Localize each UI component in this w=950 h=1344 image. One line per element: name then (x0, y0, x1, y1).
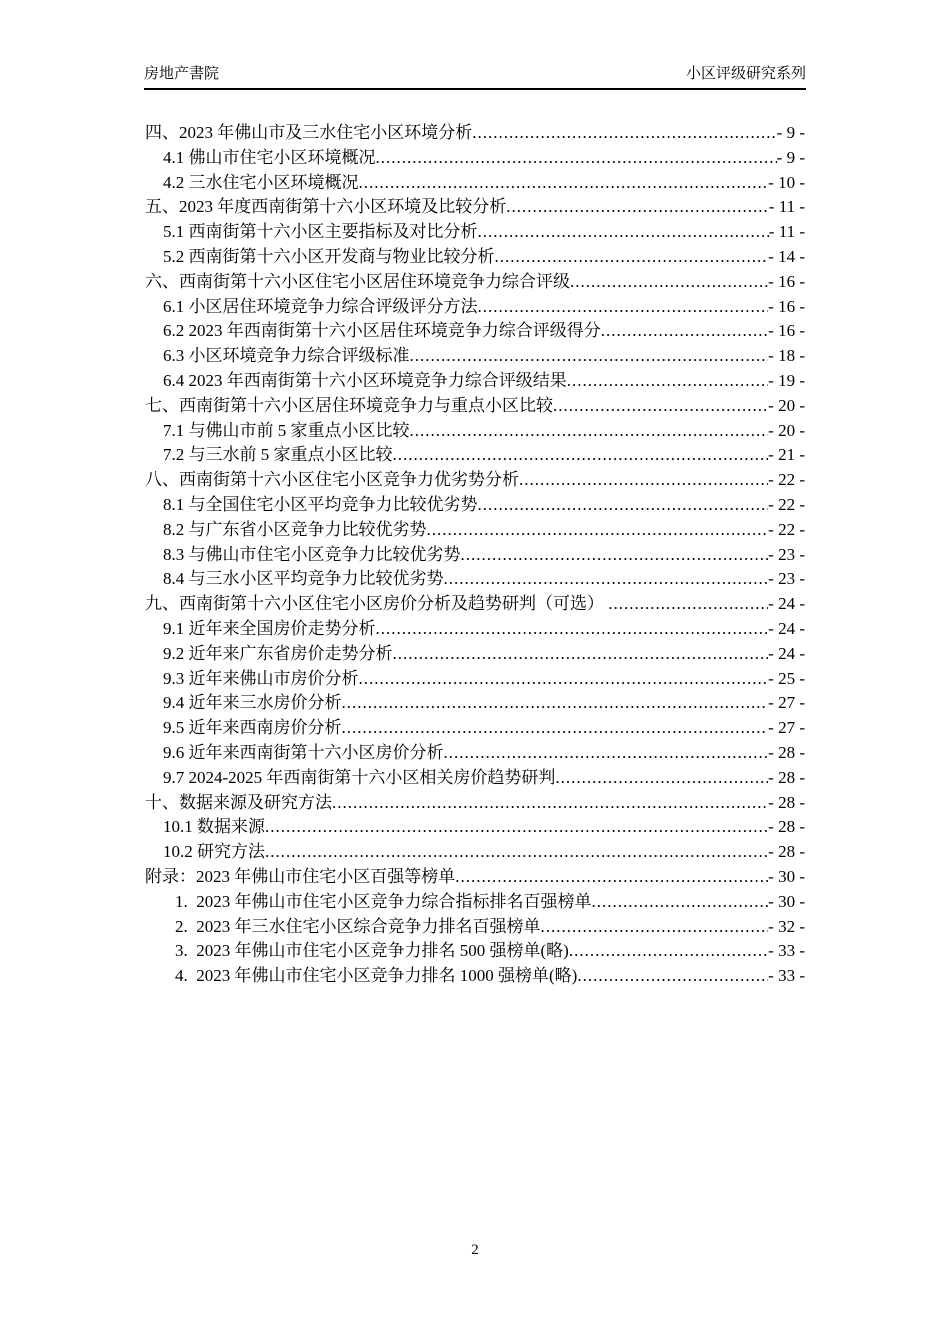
toc-entry[interactable] (145, 617, 805, 642)
toc-entry-page: - 33 - (768, 966, 805, 986)
toc-entry-label: 10.1 数据来源 (163, 817, 265, 837)
toc-entry-page: - 25 - (768, 668, 805, 688)
toc-dot-leader (495, 245, 769, 270)
toc-entry-page: - 21 - (768, 445, 805, 465)
toc-entry-label: 九、西南街第十六小区住宅小区房价分析及趋势研判（可选） (145, 594, 609, 614)
toc-entry[interactable] (145, 964, 805, 989)
toc-dot-leader (567, 369, 768, 394)
toc-entry-label: 6.2 2023 年西南街第十六小区居住环境竞争力综合评级得分 (163, 321, 601, 341)
toc-entry[interactable] (145, 766, 805, 791)
toc-entry-page: - 16 - (768, 271, 805, 291)
toc-entry[interactable] (145, 840, 805, 865)
toc-dot-leader (570, 270, 768, 295)
toc-dot-leader (410, 419, 769, 444)
toc-list (145, 121, 805, 989)
toc-entry-page: - 10 - (768, 172, 805, 192)
toc-dot-leader (455, 865, 768, 890)
toc-entry-label: 9.2 近年来广东省房价走势分析 (163, 643, 393, 663)
toc-dot-leader (553, 394, 768, 419)
toc-dot-leader (601, 319, 768, 344)
toc-entry-page: - 16 - (768, 321, 805, 341)
toc-dot-leader (444, 567, 769, 592)
toc-entry-page: - 11 - (768, 222, 805, 242)
toc-dot-leader (608, 592, 768, 617)
toc-dot-leader (569, 939, 768, 964)
toc-entry-label: 8.4 与三水小区平均竞争力比较优劣势 (163, 569, 444, 589)
toc-dot-leader (359, 667, 769, 692)
toc-dot-leader (410, 344, 769, 369)
toc-entry-page: - 28 - (768, 817, 805, 837)
toc-entry-page: - 33 - (768, 941, 805, 961)
toc-dot-leader (393, 443, 769, 468)
toc-dot-leader (461, 543, 769, 568)
toc-entry-label: 7.2 与三水前 5 家重点小区比较 (163, 445, 393, 465)
toc-entry[interactable] (145, 865, 805, 890)
toc-entry-page: - 18 - (768, 346, 805, 366)
toc-entry[interactable] (145, 815, 805, 840)
toc-entry-label: 8.1 与全国住宅小区平均竞争力比较优劣势 (163, 494, 478, 514)
toc-entry-label: 6.3 小区环境竞争力综合评级标准 (163, 346, 410, 366)
toc-entry-page: - 22 - (768, 470, 805, 490)
toc-dot-leader (541, 915, 769, 940)
page-footer (0, 1242, 950, 1259)
toc-entry[interactable] (145, 394, 805, 419)
toc-entry-page: - 24 - (768, 643, 805, 663)
toc-dot-leader (342, 691, 769, 716)
toc-dot-leader (506, 195, 769, 220)
toc-entry[interactable] (145, 890, 805, 915)
toc-dot-leader (478, 220, 769, 245)
toc-entry-page: - 28 - (768, 742, 805, 762)
toc-entry-label: 10.2 研究方法 (163, 842, 265, 862)
toc-entry[interactable] (145, 691, 805, 716)
toc-entry-page: - 9 - (776, 147, 805, 167)
toc-entry-page: - 30 - (768, 891, 805, 911)
toc-dot-leader (342, 716, 769, 741)
toc-dot-leader (359, 171, 769, 196)
toc-dot-leader (376, 146, 777, 171)
toc-entry-page: - 28 - (768, 767, 805, 787)
toc-entry-label: 9.3 近年来佛山市房价分析 (163, 668, 359, 688)
toc-entry-page: - 19 - (768, 370, 805, 390)
toc-entry-label: 9.5 近年来西南房价分析 (163, 718, 342, 738)
toc-entry-page: - 23 - (768, 544, 805, 564)
toc-entry-page: - 24 - (768, 594, 805, 614)
toc-entry-page: - 14 - (768, 246, 805, 266)
toc-entry-label: 1. 2023 年佛山市住宅小区竞争力综合指标排名百强榜单 (175, 891, 592, 911)
toc-entry-label: 八、西南街第十六小区住宅小区竞争力优劣势分析 (145, 470, 519, 490)
footer-page-number: 2 (471, 1242, 479, 1258)
toc-entry-label: 9.1 近年来全国房价走势分析 (163, 618, 376, 638)
toc-entry-page: - 23 - (768, 569, 805, 589)
toc-entry-page: - 27 - (768, 693, 805, 713)
toc-entry-label: 6.4 2023 年西南街第十六小区环境竞争力综合评级结果 (163, 370, 567, 390)
toc-entry[interactable] (145, 667, 805, 692)
toc-entry-page: - 30 - (768, 866, 805, 886)
toc-entry[interactable] (145, 493, 805, 518)
toc-entry-page: - 32 - (768, 916, 805, 936)
toc-entry-label: 十、数据来源及研究方法 (145, 792, 332, 812)
header-rule (144, 88, 806, 90)
toc-entry[interactable] (145, 741, 805, 766)
toc-entry[interactable] (145, 518, 805, 543)
toc-entry[interactable] (145, 791, 805, 816)
toc-entry[interactable] (145, 939, 805, 964)
header-left-text: 房地产書院 (144, 66, 220, 82)
toc-entry-page: - 16 - (768, 296, 805, 316)
toc-dot-leader (478, 493, 769, 518)
toc-entry[interactable] (145, 171, 805, 196)
toc-entry-label: 3. 2023 年佛山市住宅小区竞争力排名 500 强榜单(略) (175, 941, 569, 961)
toc-entry-page: - 22 - (768, 494, 805, 514)
toc-entry[interactable] (145, 195, 805, 220)
toc-entry-label: 5.2 西南街第十六小区开发商与物业比较分析 (163, 246, 495, 266)
toc-entry[interactable] (145, 220, 805, 245)
toc-entry-label: 9.7 2024-2025 年西南街第十六小区相关房价趋势研判 (163, 767, 556, 787)
toc-entry-label: 六、西南街第十六小区住宅小区居住环境竞争力综合评级 (145, 271, 570, 291)
toc-entry[interactable] (145, 319, 805, 344)
toc-entry[interactable] (145, 468, 805, 493)
toc-dot-leader (592, 890, 769, 915)
toc-entry-label: 4.2 三水住宅小区环境概况 (163, 172, 359, 192)
toc-entry-page: - 28 - (768, 842, 805, 862)
toc-entry[interactable] (145, 443, 805, 468)
toc-entry-label: 7.1 与佛山市前 5 家重点小区比较 (163, 420, 410, 440)
toc-entry-page: - 24 - (768, 618, 805, 638)
toc-dot-leader (265, 840, 768, 865)
toc-entry[interactable] (145, 146, 805, 171)
toc-entry-page: - 9 - (776, 123, 805, 142)
toc-entry[interactable] (145, 567, 805, 592)
toc-dot-leader (478, 295, 769, 320)
toc-entry-page: - 20 - (768, 420, 805, 440)
page-header (144, 64, 806, 84)
toc-entry[interactable] (145, 121, 805, 146)
toc-dot-leader (472, 121, 776, 146)
toc-entry[interactable] (145, 245, 805, 270)
toc-entry-label: 8.3 与佛山市住宅小区竞争力比较优劣势 (163, 544, 461, 564)
toc-entry-label: 附录：2023 年佛山市住宅小区百强等榜单 (145, 866, 456, 886)
toc-entry-page: - 11 - (768, 197, 805, 217)
toc-entry[interactable] (145, 543, 805, 568)
toc-dot-leader (519, 468, 768, 493)
toc-entry-label: 2. 2023 年三水住宅小区综合竞争力排名百强榜单 (175, 916, 541, 936)
toc-entry[interactable] (145, 419, 805, 444)
toc-entry-page: - 20 - (768, 395, 805, 415)
header-right-text: 小区评级研究系列 (685, 66, 806, 82)
toc-dot-leader (376, 617, 769, 642)
toc-entry-label: 五、2023 年度西南街第十六小区环境及比较分析 (145, 197, 507, 217)
toc-entry[interactable] (145, 716, 805, 741)
toc-entry-label: 9.6 近年来西南街第十六小区房价分析 (163, 742, 444, 762)
toc-entry[interactable] (145, 344, 805, 369)
toc-entry[interactable] (145, 592, 805, 617)
toc-entry[interactable] (145, 369, 805, 394)
toc-entry-label: 6.1 小区居住环境竞争力综合评级评分方法 (163, 296, 478, 316)
toc-entry-label: 8.2 与广东省小区竞争力比较优劣势 (163, 519, 427, 539)
toc-entry-page: - 28 - (768, 792, 805, 812)
toc-dot-leader (444, 741, 769, 766)
toc-dot-leader (555, 766, 768, 791)
toc-entry-page: - 27 - (768, 718, 805, 738)
toc-entry[interactable] (145, 915, 805, 940)
toc-dot-leader (427, 518, 769, 543)
toc-entry-label: 4.1 佛山市住宅小区环境概况 (163, 147, 376, 167)
toc-dot-leader (577, 964, 768, 989)
toc-entry-label: 5.1 西南街第十六小区主要指标及对比分析 (163, 222, 478, 242)
toc-entry-label: 4. 2023 年佛山市住宅小区竞争力排名 1000 强榜单(略) (175, 966, 578, 986)
toc-entry-label: 四、2023 年佛山市及三水住宅小区环境分析 (145, 123, 473, 142)
toc-entry[interactable] (145, 295, 805, 320)
toc-dot-leader (393, 642, 769, 667)
toc-entry[interactable] (145, 270, 805, 295)
toc-entry-label: 七、西南街第十六小区居住环境竞争力与重点小区比较 (145, 395, 553, 415)
toc-entry[interactable] (145, 642, 805, 667)
toc-dot-leader (332, 791, 768, 816)
toc-entry-label: 9.4 近年来三水房价分析 (163, 693, 342, 713)
toc-dot-leader (265, 815, 768, 840)
toc-entry-page: - 22 - (768, 519, 805, 539)
